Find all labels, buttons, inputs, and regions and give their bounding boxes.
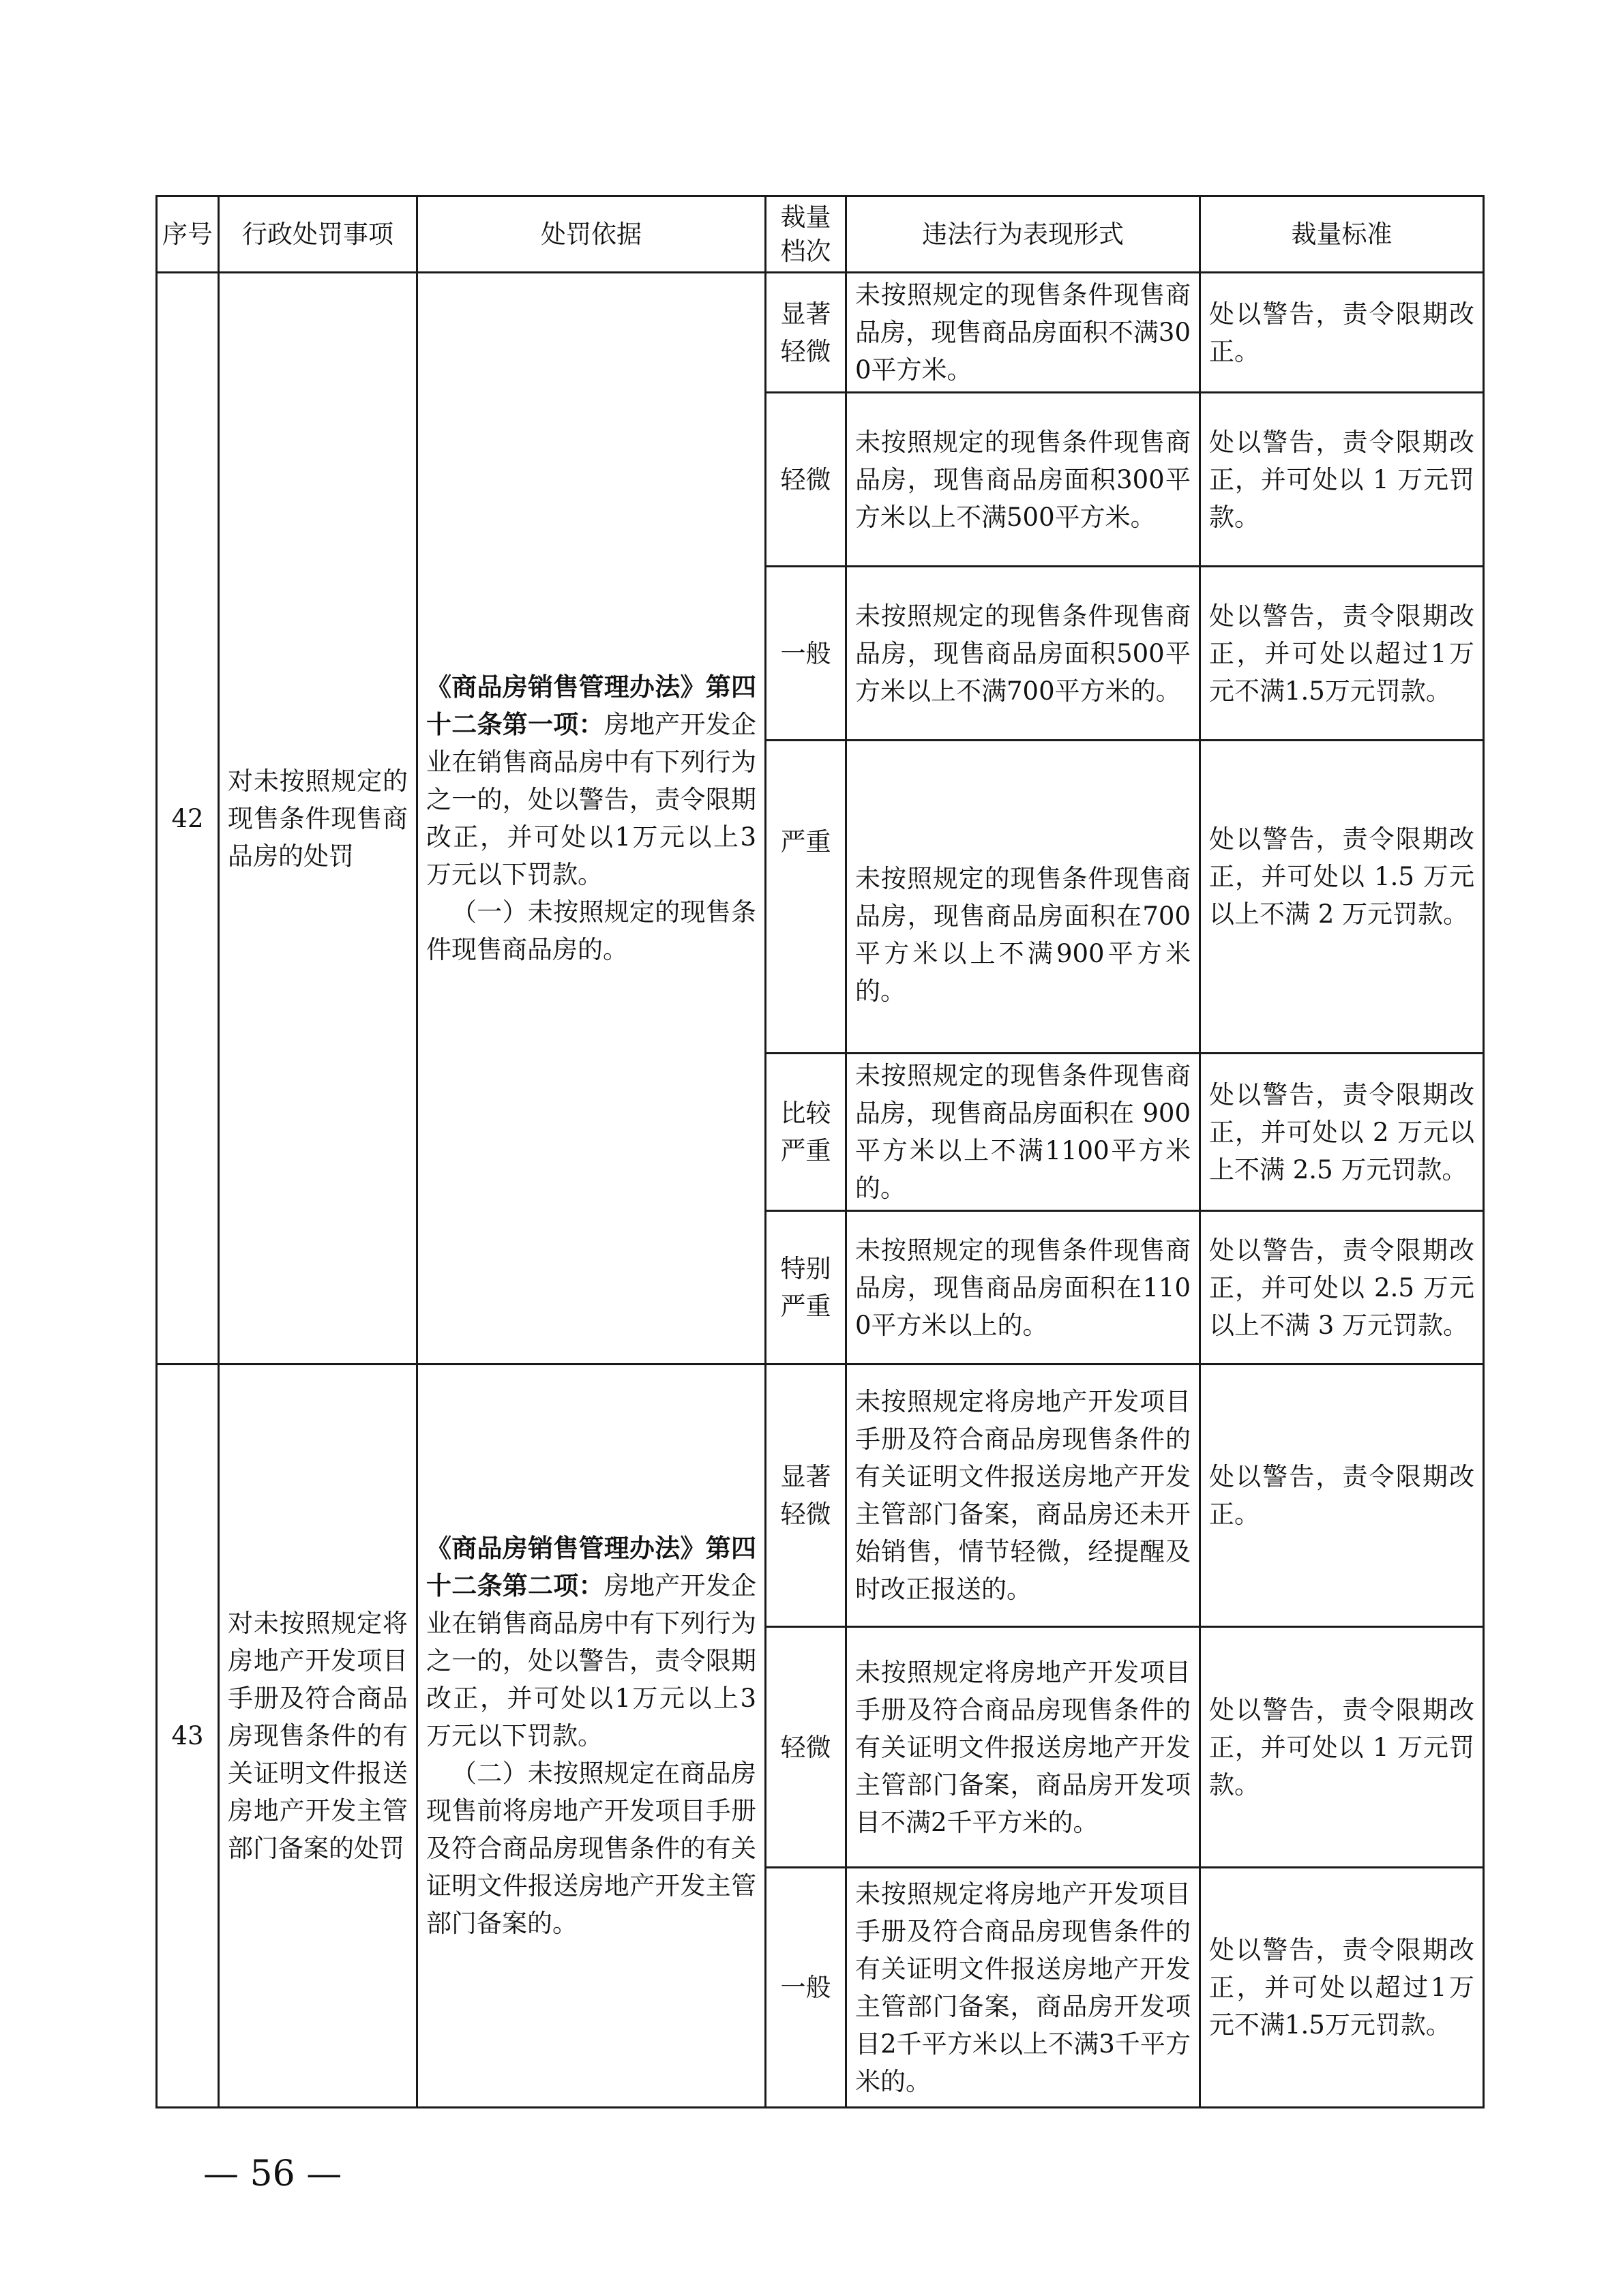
discretion-level: 显著轻微 <box>766 1365 846 1627</box>
header-no: 序号 <box>157 196 219 273</box>
discretion-level: 特别严重 <box>766 1211 846 1365</box>
discretion-standard: 处以警告，责令限期改正。 <box>1200 273 1484 393</box>
basis-clause: （一）未按照规定的现售条件现售商品房的。 <box>426 897 756 964</box>
violation-behavior: 未按照规定的现售条件现售商品房，现售商品房面积在 900 平方米以上不满1100平方米的。 <box>846 1054 1200 1211</box>
discretion-standard: 处以警告，责令限期改正，并可处以超过1万元不满1.5万元罚款。 <box>1200 567 1484 741</box>
row-number: 42 <box>157 273 219 1365</box>
discretion-level: 比较严重 <box>766 1054 846 1211</box>
discretion-standard: 处以警告，责令限期改正，并可处以 1 万元罚款。 <box>1200 393 1484 567</box>
penalty-basis <box>417 273 766 1365</box>
discretion-standard: 处以警告，责令限期改正。 <box>1200 1365 1484 1627</box>
table-row <box>157 273 1484 393</box>
violation-behavior: 未按照规定的现售条件现售商品房，现售商品房面积在1100平方米以上的。 <box>846 1211 1200 1365</box>
penalty-item: 对未按照规定的现售条件现售商品房的处罚 <box>219 273 417 1365</box>
penalty-table <box>155 195 1485 2108</box>
discretion-level: 轻微 <box>766 393 846 567</box>
violation-behavior: 未按照规定将房地产开发项目手册及符合商品房现售条件的有关证明文件报送房地产开发主管部门备案，商品房开发项目2千平方米以上不满3千平方米的。 <box>846 1868 1200 2108</box>
discretion-level: 一般 <box>766 1868 846 2108</box>
discretion-standard: 处以警告，责令限期改正，并可处以 2 万元以上不满 2.5 万元罚款。 <box>1200 1054 1484 1211</box>
discretion-standard: 处以警告，责令限期改正，并可处以超过1万元不满1.5万元罚款。 <box>1200 1868 1484 2108</box>
violation-behavior: 未按照规定将房地产开发项目手册及符合商品房现售条件的有关证明文件报送房地产开发主管部门备案，商品房还未开始销售，情节轻微，经提醒及时改正报送的。 <box>846 1365 1200 1627</box>
discretion-level: 显著轻微 <box>766 273 846 393</box>
penalty-basis <box>417 1365 766 2108</box>
penalty-item: 对未按照规定将房地产开发项目手册及符合商品房现售条件的有关证明文件报送房地产开发主管部门备案的处罚 <box>219 1365 417 2108</box>
header-basis: 处罚依据 <box>417 196 766 273</box>
header-item: 行政处罚事项 <box>219 196 417 273</box>
discretion-standard: 处以警告，责令限期改正，并可处以 1.5 万元以上不满 2 万元罚款。 <box>1200 741 1484 1054</box>
basis-title: 《商品房销售管理办法》第四十二条第一项： <box>426 672 756 739</box>
basis-text: 房地产开发企业在销售商品房中有下列行为之一的，处以警告，责令限期改正，并可处以1万元以上3万元以下罚款。 <box>426 710 756 889</box>
basis-text: 房地产开发企业在销售商品房中有下列行为之一的，处以警告，责令限期改正，并可处以1万元以上3万元以下罚款。 <box>426 1571 756 1750</box>
violation-behavior: 未按照规定的现售条件现售商品房，现售商品房面积500平方米以上不满700平方米的。 <box>846 567 1200 741</box>
discretion-level: 严重 <box>766 741 846 1054</box>
discretion-level: 轻微 <box>766 1627 846 1868</box>
violation-behavior: 未按照规定将房地产开发项目手册及符合商品房现售条件的有关证明文件报送房地产开发主管部门备案，商品房开发项目不满2千平方米的。 <box>846 1627 1200 1868</box>
header-level: 裁量档次 <box>766 196 846 273</box>
discretion-standard: 处以警告，责令限期改正，并可处以 1 万元罚款。 <box>1200 1627 1484 1868</box>
discretion-level: 一般 <box>766 567 846 741</box>
table-row <box>157 1365 1484 1627</box>
header-standard: 裁量标准 <box>1200 196 1484 273</box>
basis-title: 《商品房销售管理办法》第四十二条第二项： <box>426 1533 756 1600</box>
violation-behavior: 未按照规定的现售条件现售商品房，现售商品房面积不满300平方米。 <box>846 273 1200 393</box>
page-number: — 56 — <box>203 2153 342 2194</box>
violation-behavior: 未按照规定的现售条件现售商品房，现售商品房面积在700平方米以上不满900平方米的。 <box>846 741 1200 1054</box>
basis-clause: （二）未按照规定在商品房现售前将房地产开发项目手册及符合商品房现售条件的有关证明文件报送房地产开发主管部门备案的。 <box>426 1759 756 1938</box>
header-row <box>157 196 1484 273</box>
violation-behavior: 未按照规定的现售条件现售商品房，现售商品房面积300平方米以上不满500平方米。 <box>846 393 1200 567</box>
row-number: 43 <box>157 1365 219 2108</box>
discretion-standard: 处以警告，责令限期改正，并可处以 2.5 万元以上不满 3 万元罚款。 <box>1200 1211 1484 1365</box>
header-behavior: 违法行为表现形式 <box>846 196 1200 273</box>
